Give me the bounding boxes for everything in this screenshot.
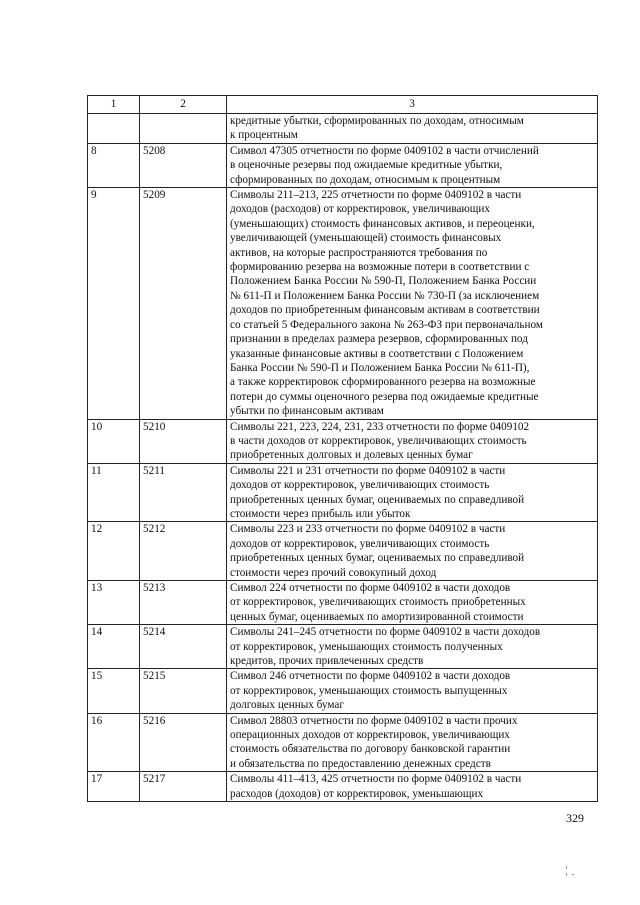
table-row: [88, 713, 598, 772]
row-number: 10: [88, 419, 140, 463]
description-line: приобретенных долговых и долевых ценных бумаг: [230, 449, 473, 462]
row-number: [88, 114, 140, 144]
description-line: указанные финансовые активы в соответствии с Положением: [230, 347, 524, 360]
description-line: № 611-П и Положением Банка России № 730-П (за исключением: [230, 289, 540, 302]
report-table: [87, 95, 598, 802]
column-header-3: 3: [227, 96, 598, 114]
row-code: 5215: [140, 669, 227, 713]
description-line: Символ 224 отчетности по форме 0409102 в части доходов: [230, 582, 511, 594]
description-line: расходов (доходов) от корректировок, уменьшающих: [230, 787, 484, 800]
description-line: а также корректировок сформированного резерва на возможные: [230, 376, 536, 389]
row-code: 5212: [140, 522, 227, 581]
description-line: Символ 47305 отчетности по форме 0409102 в части отчислений: [230, 144, 539, 157]
row-description: [227, 581, 598, 625]
description-line: к процентным: [230, 129, 298, 142]
row-code: 5216: [140, 713, 227, 772]
row-code: 5214: [140, 625, 227, 669]
description-line: доходов от корректировок, увеличивающих стоимость: [230, 479, 490, 492]
table-row: [88, 581, 598, 625]
table-row: [88, 463, 598, 522]
description-line: Символы 221 и 231 отчетности по форме 0409102 в части: [230, 464, 506, 477]
row-description: [227, 419, 598, 463]
table-row: [88, 669, 598, 713]
row-number: 17: [88, 772, 140, 802]
description-line: потери до суммы оценочного резерва под ожидаемые кредитные: [230, 390, 539, 403]
description-line: Банка России № 590-П и Положением Банка России № 611-П),: [230, 361, 530, 374]
column-header-2: 2: [140, 96, 227, 114]
description-line: Символы 223 и 233 отчетности по форме 0409102 в части: [230, 523, 506, 536]
row-number: 15: [88, 669, 140, 713]
page-number: 329: [566, 811, 584, 825]
description-line: и обязательства по предоставлению денежных средств: [230, 757, 491, 770]
description-line: от корректировок, уменьшающих стоимость выпущенных: [230, 684, 508, 697]
description-line: в части доходов от корректировок, увеличивающих стоимость: [230, 434, 527, 447]
row-code: 5209: [140, 188, 227, 420]
description-line: Положением Банка России № 590-П, Положением Банка России: [230, 275, 537, 288]
row-description: [227, 188, 598, 420]
description-line: сформированных по доходам, относимым к процентным: [230, 173, 501, 186]
description-line: признании в пределах размера резервов, сформированных под: [230, 333, 528, 346]
row-description: [227, 713, 598, 772]
description-line: стоимость обязательства по договору банковской гарантии: [230, 743, 511, 756]
row-code: 5208: [140, 143, 227, 187]
column-header-1: 1: [88, 96, 140, 114]
description-line: кредитов, прочих привлеченных средств: [230, 655, 424, 668]
row-code: 5210: [140, 419, 227, 463]
row-number: 12: [88, 522, 140, 581]
scan-mark: [566, 866, 574, 876]
description-line: Символы 221, 223, 224, 231, 233 отчетности по форме 0409102: [230, 420, 530, 433]
description-line: доходов (расходов) от корректировок, увеличивающих: [230, 203, 490, 216]
row-code: 5211: [140, 463, 227, 522]
header-row: [88, 96, 598, 114]
row-number: 11: [88, 463, 140, 522]
table-row: [88, 522, 598, 581]
description-line: Символы 211–213, 225 отчетности по форме 0409102 в части: [230, 189, 522, 202]
description-line: в оценочные резервы под ожидаемые кредитные убытки,: [230, 159, 503, 172]
row-number: 13: [88, 581, 140, 625]
description-line: Символы 411–413, 425 отчетности по форме 0409102 в части: [230, 773, 522, 786]
row-description: [227, 772, 598, 802]
table-row: [88, 188, 598, 420]
row-code: 5217: [140, 772, 227, 802]
description-line: увеличивающей (уменьшающей) стоимость финансовых: [230, 232, 502, 245]
description-line: доходов от корректировок, увеличивающих стоимость: [230, 537, 490, 550]
description-line: Символ 28803 отчетности по форме 0409102 в части прочих: [230, 714, 518, 727]
row-code: [140, 114, 227, 144]
row-code: 5213: [140, 581, 227, 625]
row-number: 14: [88, 625, 140, 669]
row-description: [227, 114, 598, 144]
description-line: стоимости через прочий совокупный доход: [230, 566, 437, 579]
description-line: долговых ценных бумаг: [230, 699, 344, 712]
table-row-continuation: [88, 114, 598, 144]
row-description: [227, 463, 598, 522]
description-line: стоимости через прибыль или убыток: [230, 507, 411, 520]
row-number: 8: [88, 143, 140, 187]
description-line: приобретенных ценных бумаг, оцениваемых по справедливой: [230, 552, 525, 565]
description-line: формированию резерва на возможные потери в соответствии с: [230, 261, 530, 274]
description-line: убытки по финансовым активам: [230, 405, 384, 418]
row-description: [227, 625, 598, 669]
table-row: [88, 772, 598, 802]
description-line: кредитные убытки, сформированных по доходам, относимым: [230, 115, 524, 127]
description-line: (уменьшающих) стоимость финансовых активов, и переоценки,: [230, 217, 535, 230]
row-description: [227, 143, 598, 187]
table-row: [88, 143, 598, 187]
description-line: операционных доходов от корректировок, увеличивающих: [230, 729, 510, 742]
description-line: ценных бумаг, оцениваемых по амортизированной стоимости: [230, 610, 524, 623]
description-line: доходов по приобретенным финансовым активам в соответствии: [230, 304, 540, 317]
description-line: со статьей 5 Федерального закона № 263-ФЗ при первоначальном: [230, 318, 543, 331]
table-row: [88, 419, 598, 463]
row-number: 9: [88, 188, 140, 420]
description-line: Символ 246 отчетности по форме 0409102 в части доходов: [230, 670, 511, 683]
row-description: [227, 669, 598, 713]
row-description: [227, 522, 598, 581]
description-line: от корректировок, увеличивающих стоимость приобретенных: [230, 596, 526, 609]
description-line: приобретенных ценных бумаг, оцениваемых по справедливой: [230, 493, 525, 506]
table-row: [88, 625, 598, 669]
description-line: активов, на которые распространяются требования по: [230, 246, 488, 259]
row-number: 16: [88, 713, 140, 772]
description-line: от корректировок, уменьшающих стоимость полученных: [230, 640, 503, 653]
description-line: Символы 241–245 отчетности по форме 0409102 в части доходов: [230, 626, 541, 639]
